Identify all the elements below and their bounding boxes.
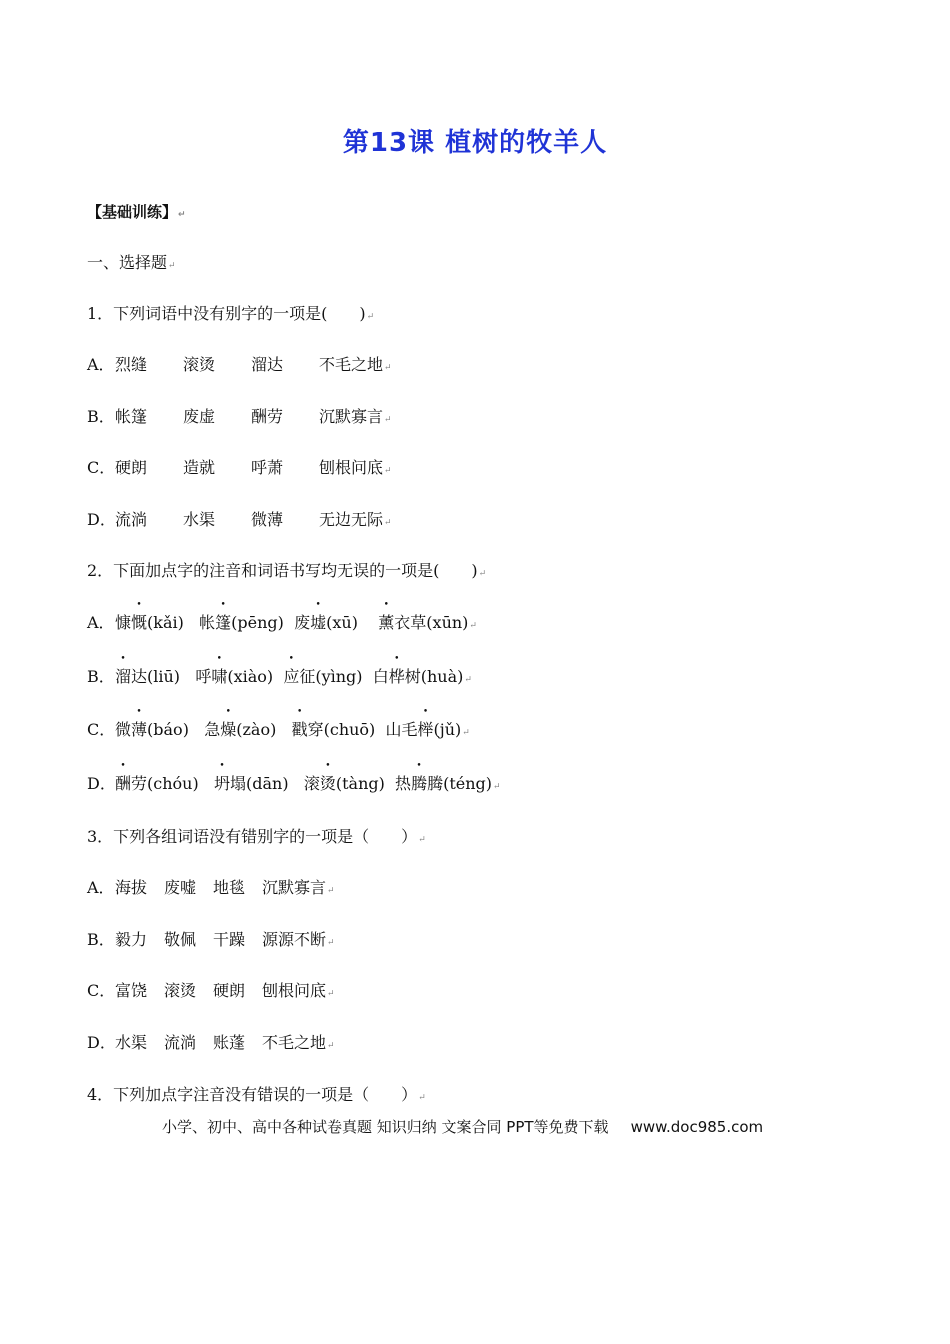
word: 流淌 <box>164 1033 197 1052</box>
page-title: 第13课 植树的牧羊人 <box>342 128 608 158</box>
option-label: C． <box>87 458 116 477</box>
word: 呼萧 <box>251 458 284 477</box>
word: 溜达 <box>251 355 284 374</box>
paragraph-mark: ↵ <box>384 363 392 373</box>
option-label: B． <box>87 667 115 686</box>
paragraph-mark: ↵ <box>327 938 335 948</box>
pinyin: (tàng) <box>335 774 385 793</box>
word: 水渠 <box>183 510 216 529</box>
word: 酬劳 <box>251 407 284 426</box>
word: 刨根问底 <box>262 981 327 1000</box>
q1-option-b <box>87 406 392 431</box>
word: 无边无际 <box>319 510 384 529</box>
paragraph-mark: ↵ <box>469 621 477 631</box>
word: 烈缝 <box>115 355 148 374</box>
dotted-char: 薰 <box>378 613 395 632</box>
word: 帐篷 <box>115 407 148 426</box>
word: 硬朗 <box>115 458 148 477</box>
word-part: 微 <box>115 720 132 739</box>
word: 不毛之地 <box>319 355 384 374</box>
paragraph-mark: ↵ <box>462 728 470 738</box>
dotted-char: 榉 <box>417 720 434 739</box>
option-label: A． <box>87 355 115 374</box>
paragraph-mark: ↵ <box>384 518 392 528</box>
q2-option-a <box>87 612 477 637</box>
paragraph-mark: ↵ <box>327 886 335 896</box>
paragraph-mark: ↵ <box>418 835 426 845</box>
option-label: B． <box>87 407 115 426</box>
pinyin: 塌(dān) <box>230 774 289 793</box>
word: 不毛之地 <box>262 1033 327 1052</box>
question-4-stem <box>87 1084 426 1109</box>
question-text: 4．下列加点字注音没有错误的一项是（ ） <box>87 1085 418 1104</box>
dotted-char: 薄 <box>131 720 148 739</box>
pinyin: (jǔ) <box>433 720 462 739</box>
word-part: 帐 <box>199 613 216 632</box>
paragraph-mark: ↵ <box>493 782 501 792</box>
q2-option-d <box>87 773 501 798</box>
word-part: 急 <box>204 720 221 739</box>
option-label: A． <box>87 613 115 632</box>
q1-option-c <box>87 457 392 482</box>
part-heading <box>87 252 176 277</box>
word-part: 呼 <box>195 667 212 686</box>
question-1-stem <box>87 303 374 328</box>
word: 滚烫 <box>183 355 216 374</box>
option-label: C． <box>87 720 116 739</box>
q3-option-d <box>87 1032 335 1057</box>
paragraph-mark: ↵ <box>168 261 176 271</box>
dotted-char: 篷 <box>215 613 232 632</box>
word: 造就 <box>183 458 216 477</box>
word: 地毯 <box>213 878 246 897</box>
word: 源源不断 <box>262 930 327 949</box>
word: 海拔 <box>115 878 148 897</box>
option-label: C． <box>87 981 116 1000</box>
word-part: 废 <box>294 613 311 632</box>
pinyin: 达(liū) <box>131 667 181 686</box>
word: 富饶 <box>115 981 148 1000</box>
question-text: 3．下列各组词语没有错别字的一项是（ ） <box>87 827 418 846</box>
page-footer <box>162 1116 763 1137</box>
word: 沉默寡言 <box>262 878 327 897</box>
option-label: D． <box>87 1033 116 1052</box>
word: 微薄 <box>251 510 284 529</box>
pinyin: (kǎi) <box>147 613 184 632</box>
word: 账蓬 <box>213 1033 246 1052</box>
pinyin: 腾(téng) <box>427 774 493 793</box>
dotted-char: 戳 <box>291 720 308 739</box>
section-label: 【基础训练】 <box>87 203 178 221</box>
footer-link[interactable]: www.doc985.com <box>630 1118 764 1136</box>
word-part: 滚 <box>303 774 320 793</box>
option-label: A． <box>87 878 115 897</box>
q1-option-d <box>87 509 392 534</box>
pinyin: 树(huà) <box>404 667 464 686</box>
pinyin: (xiào) <box>227 667 274 686</box>
word: 刨根问底 <box>319 458 384 477</box>
footer-text: 小学、初中、高中各种试卷真题 知识归纳 文案合同 PPT等免费下载 <box>162 1118 609 1136</box>
part-label: 一、选择题 <box>87 253 168 272</box>
pinyin: 穿(chuō) <box>307 720 376 739</box>
word: 敬佩 <box>164 930 197 949</box>
q3-option-a <box>87 877 335 902</box>
word: 废虚 <box>183 407 216 426</box>
word: 硬朗 <box>213 981 246 1000</box>
pinyin: (báo) <box>147 720 189 739</box>
word: 沉默寡言 <box>319 407 384 426</box>
paragraph-mark: ↵ <box>327 1041 335 1051</box>
pinyin: 征(yìng) <box>299 667 363 686</box>
paragraph-mark: ↵ <box>464 675 472 685</box>
q3-option-c <box>87 980 335 1005</box>
dotted-char: 烫 <box>319 774 336 793</box>
word-part: 白 <box>372 667 389 686</box>
word: 流淌 <box>115 510 148 529</box>
dotted-char: 慨 <box>131 613 148 632</box>
q3-option-b <box>87 929 335 954</box>
word: 干躁 <box>213 930 246 949</box>
dotted-char: 应 <box>283 667 300 686</box>
dotted-char: 溜 <box>115 667 132 686</box>
word: 毅力 <box>115 930 148 949</box>
paragraph-mark: ↵ <box>366 312 375 322</box>
section-heading <box>87 201 186 226</box>
q2-option-b <box>87 666 472 691</box>
pinyin: (pēng) <box>231 613 284 632</box>
paragraph-mark: ↵ <box>384 466 392 476</box>
dotted-char: 腾 <box>411 774 428 793</box>
paragraph-mark: ↵ <box>384 415 392 425</box>
option-label: B． <box>87 930 115 949</box>
pinyin: (xū) <box>326 613 358 632</box>
pinyin: 劳(chóu) <box>131 774 199 793</box>
paragraph-mark: ↵ <box>178 210 186 220</box>
question-text: 2．下面加点字的注音和词语书写均无误的一项是( ) <box>87 561 478 580</box>
word-part: 山毛 <box>385 720 418 739</box>
q2-option-c <box>87 719 470 744</box>
dotted-char: 燥 <box>220 720 237 739</box>
option-label: D． <box>87 510 116 529</box>
option-label: D． <box>87 774 116 793</box>
word: 水渠 <box>115 1033 148 1052</box>
word: 滚烫 <box>164 981 197 1000</box>
question-2-stem <box>87 560 486 585</box>
dotted-char: 墟 <box>310 613 327 632</box>
word: 废嘘 <box>164 878 197 897</box>
pinyin: 衣草(xūn) <box>394 613 469 632</box>
paragraph-mark: ↵ <box>327 989 335 999</box>
word-part: 慷 <box>115 613 132 632</box>
dotted-char: 啸 <box>211 667 228 686</box>
paragraph-mark: ↵ <box>478 569 487 579</box>
question-3-stem <box>87 826 426 851</box>
q1-option-a <box>87 354 392 379</box>
word-part: 热 <box>395 774 412 793</box>
dotted-char: 桦 <box>388 667 405 686</box>
question-text: 1．下列词语中没有别字的一项是( ) <box>87 304 366 323</box>
dotted-char: 坍 <box>213 774 230 793</box>
dotted-char: 酬 <box>115 774 132 793</box>
paragraph-mark: ↵ <box>418 1093 426 1103</box>
pinyin: (zào) <box>236 720 277 739</box>
